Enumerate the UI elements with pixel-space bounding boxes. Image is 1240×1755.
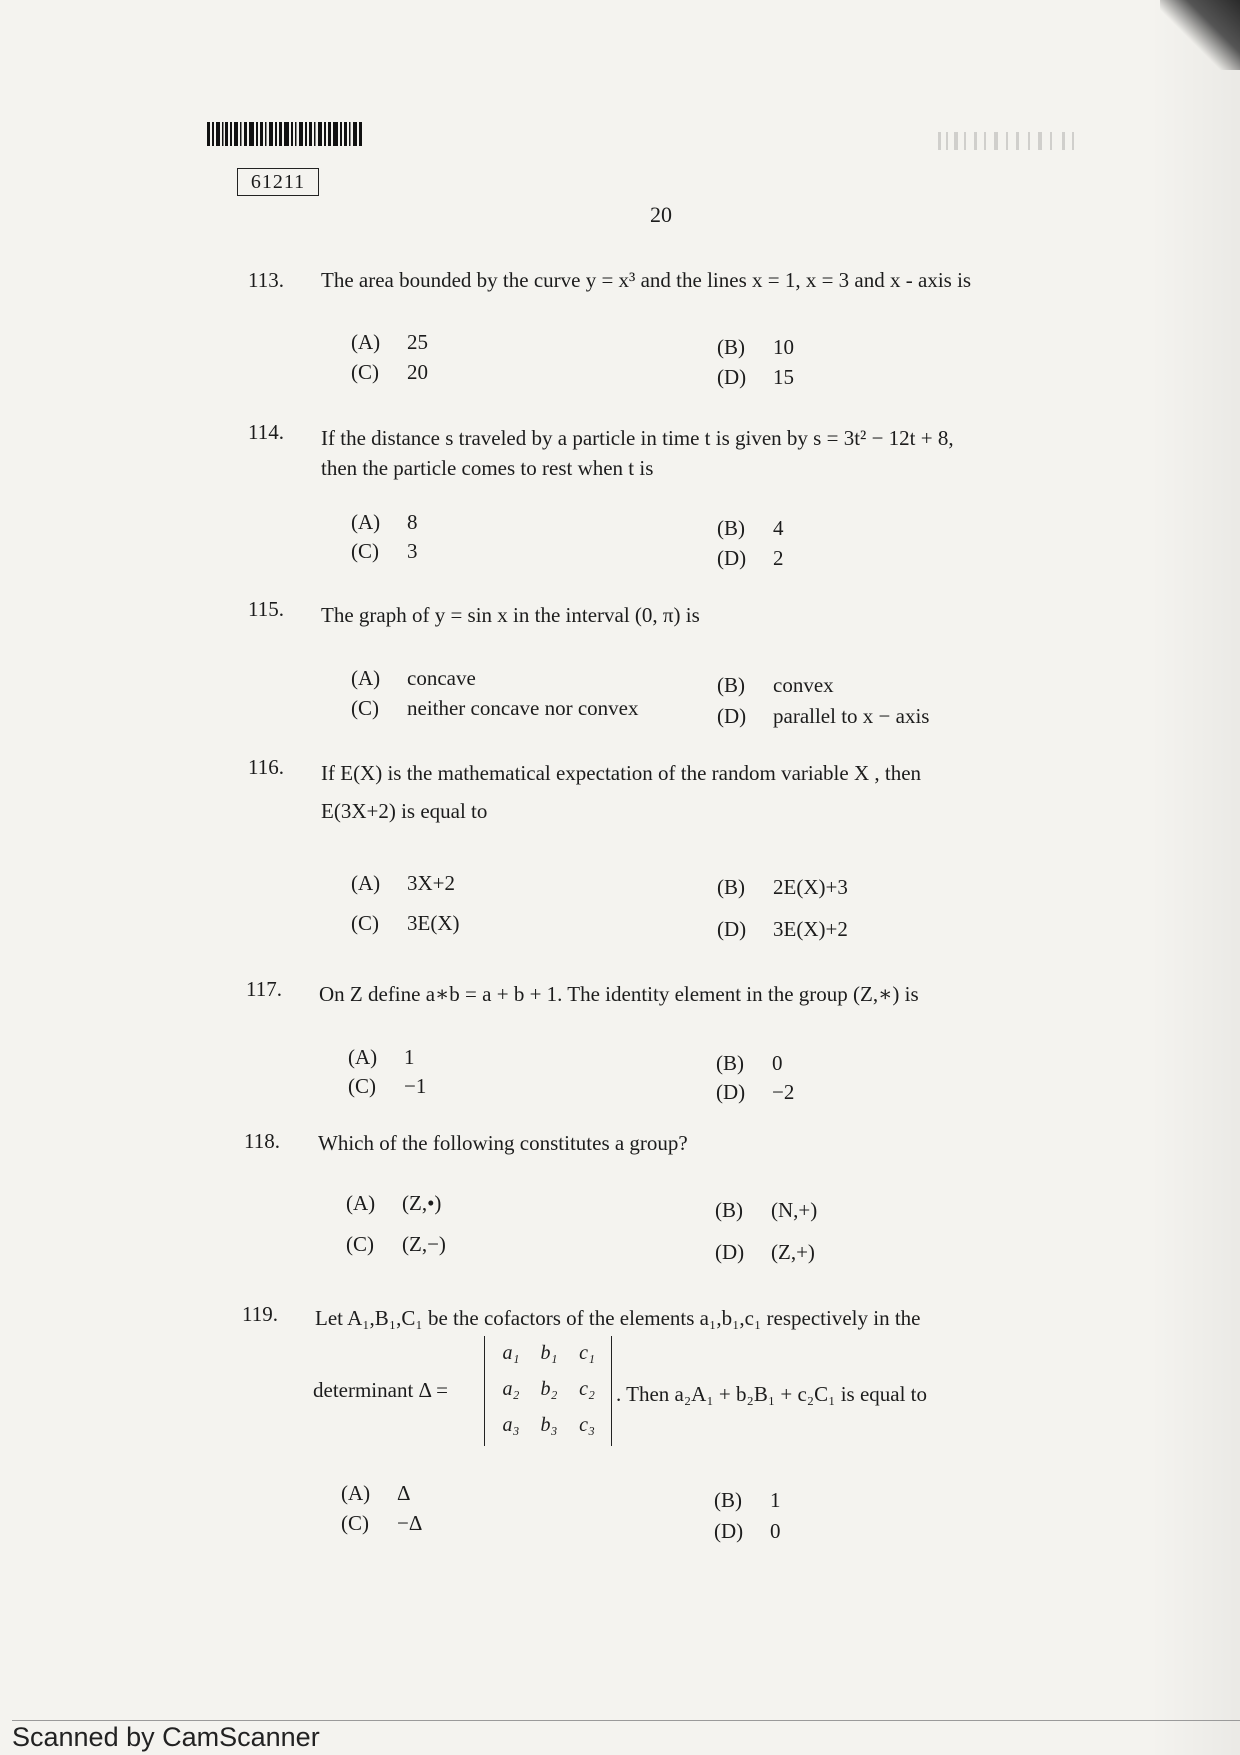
determinant-matrix [484,1336,612,1446]
option-d[interactable]: (D) −2 [716,1080,795,1104]
option-d[interactable]: (D) 15 [717,365,794,389]
footer-divider [12,1720,1240,1721]
option-c[interactable]: (C) −Δ [341,1511,423,1535]
matrix-cell: a₁ [502,1342,520,1364]
question-text: The graph of y = sin x in the interval (0, π) is [321,603,700,627]
option-d[interactable]: (D) 3E(X)+2 [717,917,848,941]
matrix-cell: c₂ [579,1378,595,1400]
question-number: 116. [248,755,284,779]
question-number: 118. [244,1129,280,1153]
determinant-label: determinant Δ = [313,1378,448,1402]
option-a[interactable]: (A) 25 [351,330,428,354]
option-a[interactable]: (A) (Z,•) [346,1191,442,1215]
matrix-cell: b₃ [540,1414,558,1436]
question-text: If E(X) is the mathematical expectation of the random variable X , then [321,761,922,785]
page-corner-fold [1160,0,1240,70]
option-c[interactable]: (C) neither concave nor convex [351,696,639,720]
option-c[interactable]: (C) 3 [351,539,418,563]
question-text-line2: . Then a₂A₁ + b₂B₁ + c₂C₁ is equal to [616,1382,928,1406]
matrix-cell: b₂ [540,1378,558,1400]
option-a[interactable]: (A) concave [351,666,476,690]
matrix-cell: c₃ [579,1414,595,1436]
option-c[interactable]: (C) 3E(X) [351,911,460,935]
barcode-icon [207,122,363,146]
page-edge-shadow [1150,0,1240,1755]
option-b[interactable]: (B) 4 [717,516,784,540]
option-d[interactable]: (D) (Z,+) [715,1240,815,1264]
scanner-watermark: Scanned by CamScanner [12,1722,320,1752]
option-d[interactable]: (D) 0 [714,1519,781,1543]
question-number: 113. [248,268,284,292]
matrix-cell: a₃ [502,1414,520,1436]
option-b[interactable]: (B) 2E(X)+3 [717,875,848,899]
option-a[interactable]: (A) 3X+2 [351,871,456,895]
question-text: On Z define a∗b = a + b + 1. The identity element in the group (Z,∗) is [319,982,919,1006]
matrix-cell: b₁ [540,1342,558,1364]
page-number: 20 [650,202,672,227]
option-d[interactable]: (D) parallel to x − axis [717,704,930,728]
question-text-line2: then the particle comes to rest when t is [321,456,654,480]
matrix-cell: a₂ [502,1378,520,1400]
option-b[interactable]: (B) 10 [717,335,794,359]
option-a[interactable]: (A) 8 [351,510,418,534]
option-b[interactable]: (B) 0 [716,1051,783,1075]
option-b[interactable]: (B) (N,+) [715,1198,818,1222]
question-number: 114. [248,420,284,444]
option-a[interactable]: (A) 1 [348,1045,415,1069]
option-a[interactable]: (A) Δ [341,1481,411,1505]
question-text-line2: E(3X+2) is equal to [321,799,488,823]
option-b[interactable]: (B) convex [717,673,834,697]
option-c[interactable]: (C) −1 [348,1074,427,1098]
option-b[interactable]: (B) 1 [714,1488,781,1512]
option-d[interactable]: (D) 2 [717,546,784,570]
question-number: 119. [242,1302,278,1326]
question-text: If the distance s traveled by a particle in time t is given by s = 3t² − 12t + 8, [321,426,954,450]
question-text: Which of the following constitutes a group? [318,1131,688,1155]
paper-code-box: 61211 [237,168,319,196]
question-text: The area bounded by the curve y = x³ and the lines x = 1, x = 3 and x - axis is [321,268,972,292]
faint-barcode-icon [938,132,1078,150]
option-c[interactable]: (C) 20 [351,360,428,384]
question-number: 117. [246,977,282,1001]
option-c[interactable]: (C) (Z,−) [346,1232,446,1256]
question-text: Let A₁,B₁,C₁ be the cofactors of the elements a₁,b₁,c₁ respectively in the [315,1306,921,1330]
matrix-cell: c₁ [579,1342,595,1364]
question-number: 115. [248,597,284,621]
